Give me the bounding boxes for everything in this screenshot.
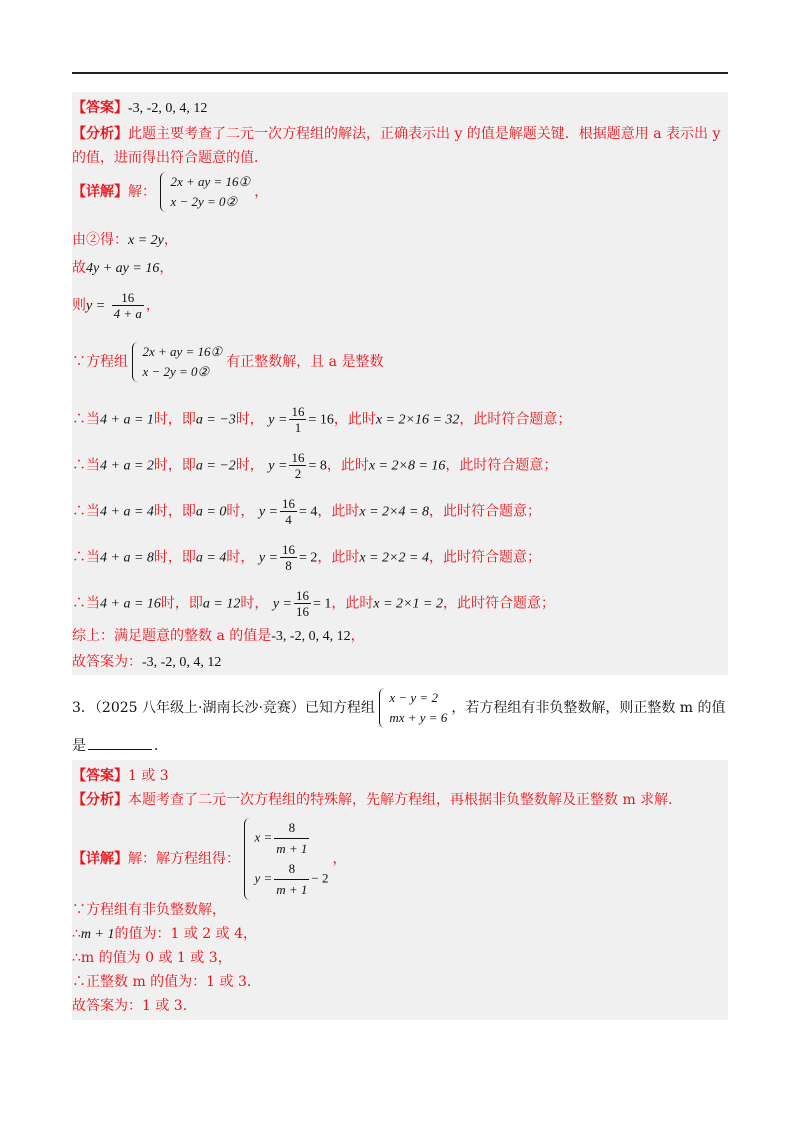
- fraction: [280, 496, 297, 527]
- brace-icon: [379, 688, 386, 728]
- case-when: ∴当: [72, 595, 100, 612]
- answer-value: 1 或 3: [128, 768, 169, 784]
- answer-line: [72, 766, 169, 786]
- answer-blank: [88, 749, 152, 750]
- fraction-numerator: 16: [121, 290, 135, 305]
- case-shi2: 时，: [240, 595, 269, 612]
- equation-2: x − 2y = 0②: [142, 364, 210, 379]
- fraction-denominator: m + 1: [274, 838, 309, 859]
- final-answer-line: [72, 652, 221, 673]
- fraction: [280, 542, 297, 573]
- equation-1: x − y = 2: [389, 690, 438, 705]
- summary-value: -3, -2, 0, 4, 12: [271, 629, 351, 644]
- analysis-line-2: 的值，进而得出符合题意的值．: [72, 150, 268, 166]
- reason-line-4: ∴正整数 m 的值为：1 或 3．: [72, 974, 261, 990]
- case-cond: 4 + a = 2: [100, 458, 154, 474]
- reason-2-expr: m + 1: [80, 927, 115, 942]
- question-number: 3．: [72, 700, 95, 716]
- case-yval: = 2: [298, 550, 318, 566]
- case-ok: ，此时符合题意；: [428, 549, 541, 566]
- fraction: [112, 290, 144, 321]
- detail-tag: 【详解】: [72, 851, 128, 867]
- case-cishi: ，此时: [317, 503, 360, 520]
- fraction: [274, 859, 309, 900]
- reason-line-3: ∴m 的值为 0 或 1 或 3，: [72, 950, 232, 966]
- answer-line: [72, 98, 207, 119]
- case-yval: = 8: [308, 458, 327, 474]
- question-3-line-2: [72, 736, 168, 756]
- analysis-tag: 【分析】: [72, 126, 128, 142]
- case-yval: = 4: [298, 504, 318, 520]
- analysis-text-1: 此题主要考查了二元一次方程组的解法，正确表示出 y 的值是解题关键．根据题意用 a 表示出 y: [128, 126, 721, 142]
- case-yval: = 1: [312, 596, 332, 612]
- brace-icon: [160, 172, 167, 212]
- case-x: x = 2×2 = 4: [359, 550, 429, 566]
- question-text: ，若方程组有非负整数解，则正整数 m 的值: [451, 700, 726, 716]
- case-cond: 4 + a = 4: [100, 504, 154, 520]
- case-row: [72, 588, 555, 619]
- case-shi2: 时，: [226, 503, 255, 520]
- equation-1: 2x + ay = 16①: [170, 174, 251, 189]
- summary-prefix: 综上：满足题意的整数 a 的值是: [72, 628, 272, 644]
- final-answer-line: 故答案为：1 或 3．: [72, 998, 197, 1014]
- analysis-line-1: [72, 124, 720, 144]
- fraction: [289, 450, 306, 481]
- fraction: [274, 818, 309, 859]
- brace-icon: [132, 342, 139, 382]
- case-cond: 4 + a = 1: [100, 412, 154, 428]
- case-shi: 时，即: [160, 595, 203, 612]
- step-2-expr: 4y + ay = 16: [86, 261, 160, 276]
- case-ok: ，此时符合题意；: [428, 503, 541, 520]
- step-3-prefix: 则: [72, 297, 86, 314]
- final-value: -3, -2, 0, 4, 12: [142, 655, 222, 670]
- because-line: [72, 342, 383, 382]
- case-cond: 4 + a = 16: [100, 596, 161, 612]
- case-y: y =: [268, 458, 288, 474]
- fraction-numerator: 16: [291, 450, 305, 465]
- fraction-denominator: 1: [289, 419, 306, 435]
- answer-3-block: [72, 760, 728, 1020]
- question-source: （2025 八年级上·湖南长沙·竞赛）已知方程组: [94, 700, 375, 716]
- step-1: [72, 230, 178, 251]
- detail-line: [72, 172, 268, 212]
- fraction-denominator: 2: [289, 465, 306, 481]
- case-a: a = −3: [195, 412, 236, 428]
- prev-answer-block: [72, 92, 728, 675]
- step-2: [72, 258, 173, 279]
- detail-label: 解：: [128, 184, 156, 200]
- comma: ，: [254, 184, 269, 200]
- because-prefix: ∵方程组: [72, 354, 128, 370]
- fraction-numerator: 16: [281, 496, 295, 511]
- question-end: ．: [154, 738, 168, 754]
- case-shi: 时，即: [153, 457, 196, 474]
- fraction-denominator: 8: [280, 557, 297, 573]
- comma: ，: [332, 851, 347, 867]
- step-1-suffix: ，: [163, 232, 178, 248]
- case-cishi: ，此时: [326, 457, 369, 474]
- case-when: ∴当: [72, 411, 100, 428]
- case-shi2: 时，: [235, 411, 264, 428]
- solution-y-lhs: y =: [254, 870, 273, 886]
- case-y: y =: [258, 550, 278, 566]
- answer-value: -3, -2, 0, 4, 12: [128, 101, 208, 116]
- analysis-text: 本题考查了二元一次方程组的特殊解，先解方程组，再根据非负整数解及正整数 m 求解．: [128, 792, 683, 808]
- solution-x: [254, 818, 328, 859]
- step-3-suffix: ，: [145, 297, 160, 314]
- case-row: [72, 450, 557, 481]
- case-a: a = 0: [195, 504, 227, 520]
- summary-suffix: ，: [350, 628, 365, 644]
- analysis-tag: 【分析】: [72, 792, 128, 808]
- case-shi: 时，即: [153, 549, 196, 566]
- equation-2: x − 2y = 0②: [170, 194, 238, 209]
- case-x: x = 2×8 = 16: [368, 458, 446, 474]
- brace-icon: [244, 818, 251, 900]
- case-shi2: 时，: [226, 549, 255, 566]
- analysis-line: [72, 790, 682, 810]
- case-y: y =: [272, 596, 292, 612]
- question-line-2: 是: [72, 738, 86, 754]
- case-yval: = 16: [308, 412, 334, 428]
- reason-line-1: ∵方程组有非负整数解，: [72, 902, 226, 918]
- equation-system: [160, 172, 250, 212]
- case-cond: 4 + a = 8: [100, 550, 154, 566]
- step-3: [72, 290, 160, 321]
- case-shi: 时，即: [153, 411, 196, 428]
- step-1-expr: x = 2y: [128, 233, 164, 248]
- case-x: x = 2×4 = 8: [359, 504, 429, 520]
- detail-line: [72, 818, 347, 900]
- equation-system-3: [379, 688, 447, 728]
- case-shi2: 时，: [235, 457, 264, 474]
- header-rule: [72, 72, 728, 74]
- equation-system-2: [132, 342, 222, 382]
- detail-text: 解：解方程组得：: [128, 851, 240, 867]
- equation-2: mx + y = 6: [389, 710, 448, 725]
- detail-tag: 【详解】: [72, 184, 128, 200]
- solution-y-tail: − 2: [311, 870, 329, 886]
- fraction-numerator: 16: [291, 404, 305, 419]
- solution-x-lhs: x =: [254, 829, 273, 845]
- step-1-prefix: 由②得：: [72, 232, 128, 248]
- equation-1: 2x + ay = 16①: [142, 344, 223, 359]
- case-x: x = 2×1 = 2: [373, 596, 443, 612]
- case-row: [72, 542, 541, 573]
- fraction: [289, 404, 306, 435]
- reason-2-prefix: ∴: [72, 926, 81, 942]
- fraction-denominator: 4: [280, 511, 297, 527]
- case-a: a = 12: [202, 596, 241, 612]
- case-x: x = 2×16 = 32: [375, 412, 460, 428]
- case-a: a = 4: [195, 550, 227, 566]
- case-a: a = −2: [195, 458, 236, 474]
- question-3: [72, 684, 728, 754]
- case-cishi: ，此时: [331, 595, 374, 612]
- case-cishi: ，此时: [317, 549, 360, 566]
- because-suffix: 有正整数解，且 a 是整数: [226, 354, 384, 370]
- case-when: ∴当: [72, 549, 100, 566]
- fraction-denominator: 16: [295, 604, 309, 619]
- answer-tag: 【答案】: [72, 768, 128, 784]
- step-2-suffix: ，: [159, 260, 174, 276]
- step-3-lhs: y =: [86, 298, 106, 314]
- fraction-denominator: m + 1: [274, 879, 309, 900]
- case-cishi: ，此时: [333, 411, 376, 428]
- summary-line: [72, 626, 365, 647]
- solution-y: [254, 859, 328, 900]
- case-when: ∴当: [72, 457, 100, 474]
- answer-tag: 【答案】: [72, 100, 128, 116]
- fraction-numerator: 8: [288, 820, 296, 835]
- case-when: ∴当: [72, 503, 100, 520]
- fraction-numerator: 16: [281, 542, 295, 557]
- fraction-denominator: 4 + a: [113, 306, 142, 321]
- fraction-numerator: 16: [295, 588, 309, 603]
- solution-system: [244, 818, 328, 900]
- fraction-numerator: 8: [288, 861, 296, 876]
- case-y: y =: [258, 504, 278, 520]
- case-ok: ，此时符合题意；: [445, 457, 558, 474]
- fraction: [294, 588, 311, 619]
- case-row: [72, 404, 571, 435]
- case-ok: ，此时符合题意；: [442, 595, 555, 612]
- case-shi: 时，即: [153, 503, 196, 520]
- case-row: [72, 496, 541, 527]
- reason-2-suffix: 的值为：1 或 2 或 4，: [114, 926, 258, 942]
- step-2-prefix: 故: [72, 260, 86, 276]
- question-3-line-1: [72, 688, 726, 728]
- case-y: y =: [268, 412, 288, 428]
- final-prefix: 故答案为：: [72, 654, 142, 670]
- case-ok: ，此时符合题意；: [459, 411, 572, 428]
- reason-line-2: [72, 924, 257, 945]
